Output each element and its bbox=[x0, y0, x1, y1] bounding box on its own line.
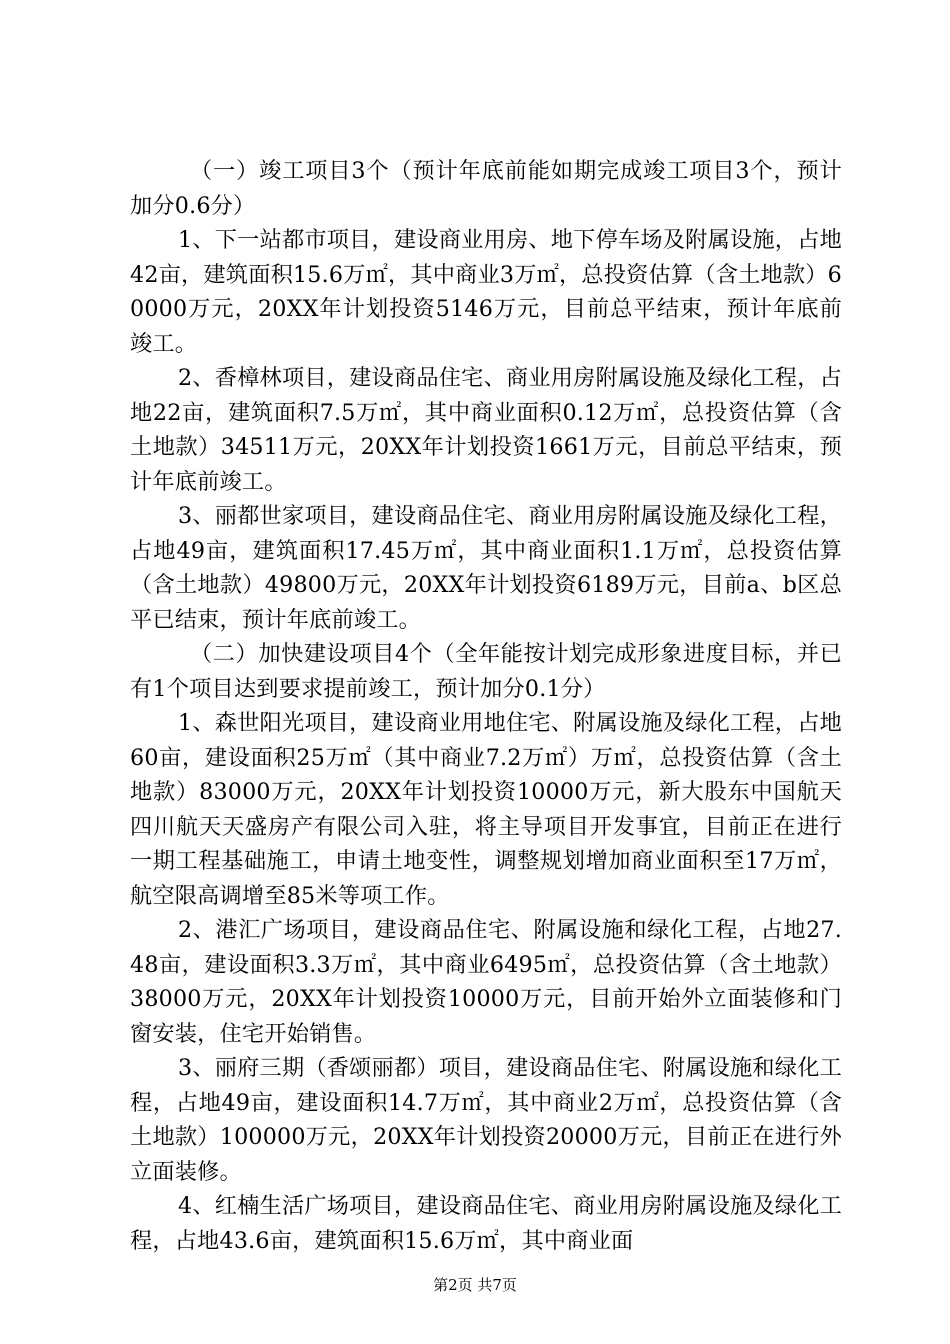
section-heading-completed-projects: （一）竣工项目3个（预计年底前能如期完成竣工项目3个，预计加分0.6分） bbox=[130, 158, 842, 219]
project-paragraph: 1、下一站都市项目，建设商业用房、地下停车场及附属设施，占地42亩，建筑面积15.6万㎡，其中商业3万㎡，总投资估算（含土地款）60000万元，20XX年计划投资5146万元，目前总平结束，预计年底前竣工。 bbox=[130, 227, 842, 357]
project-paragraph: 1、森世阳光项目，建设商业用地住宅、附属设施及绿化工程，占地60亩，建设面积25万㎡（其中商业7.2万㎡）万㎡，总投资估算（含土地款）83000万元，20XX年计划投资10000万元，新大股东中国航天四川航天天盛房产有限公司入驻，将主导项目开发事宜，目前正在进行一期工程基础施工，申请土地变性，调整规划增加商业面积至17万㎡，航空限高调增至85米等项工作。 bbox=[130, 710, 842, 909]
project-paragraph: 4、红楠生活广场项目，建设商品住宅、商业用房附属设施及绿化工程，占地43.6亩，建筑面积15.6万㎡，其中商业面 bbox=[130, 1193, 842, 1254]
section-heading-accelerated-projects: （二）加快建设项目4个（全年能按计划完成形象进度目标，并已有1个项目达到要求提前竣工，预计加分0.1分） bbox=[130, 641, 842, 702]
page-number-footer: 第2页 共7页 bbox=[433, 1276, 517, 1294]
project-paragraph: 3、丽都世家项目，建设商品住宅、商业用房附属设施及绿化工程，占地49亩，建筑面积17.45万㎡，其中商业面积1.1万㎡，总投资估算（含土地款）49800万元，20XX年计划投资6189万元，目前a、b区总平已结束，预计年底前竣工。 bbox=[130, 503, 842, 633]
document-body bbox=[130, 154, 842, 1258]
project-paragraph: 2、香樟林项目，建设商品住宅、商业用房附属设施及绿化工程，占地22亩，建筑面积7.5万㎡，其中商业面积0.12万㎡，总投资估算（含土地款）34511万元，20XX年计划投资1661万元，目前总平结束，预计年底前竣工。 bbox=[130, 365, 842, 495]
project-paragraph: 3、丽府三期（香颂丽都）项目，建设商品住宅、附属设施和绿化工程，占地49亩，建设面积14.7万㎡，其中商业2万㎡，总投资估算（含土地款）100000万元，20XX年计划投资20000万元，目前正在进行外立面装修。 bbox=[130, 1055, 842, 1185]
project-paragraph: 2、港汇广场项目，建设商品住宅、附属设施和绿化工程，占地27.48亩，建设面积3.3万㎡，其中商业6495㎡，总投资估算（含土地款）38000万元，20XX年计划投资10000万元，目前开始外立面装修和门窗安装，住宅开始销售。 bbox=[130, 917, 842, 1047]
